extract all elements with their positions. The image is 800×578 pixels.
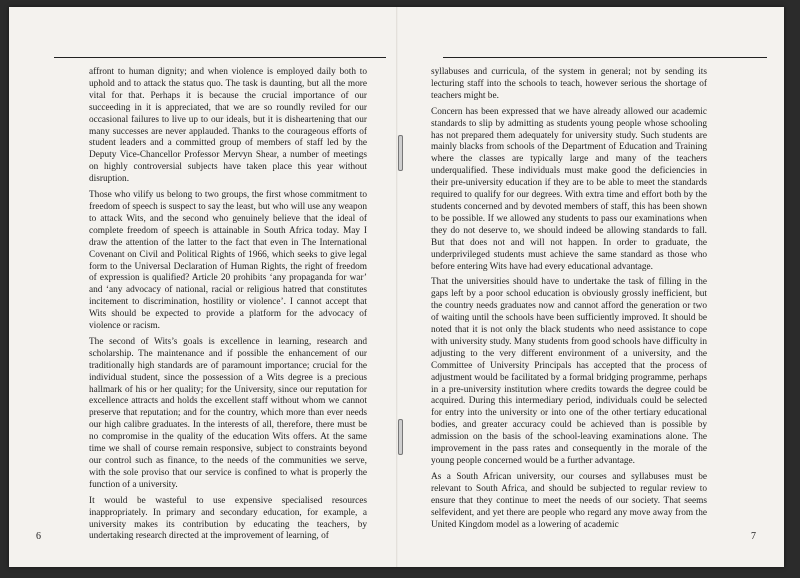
paragraph: Concern has been expressed that we have already allowed our academic standards to slip by admitting as students young people whose schooling has not prepared them adequately for university study. Such students are mainly blacks from schools of the Department of Education and Training where the classes are typically large and many of the teachers underqualified. These individuals must make good the deficiencies in their pre-university education if they are to be able to meet the standards required to qualify for our degrees. With extra time and effort both by the students concerned and by devoted members of staff, this has been shown to be possible. If we allowed any students to pass our examinations when they do not deserve to, we should indeed be allowing standards to fall. But that does not and will not happen. In order to graduate, the underprivileged students must achieve the same standard as those who before entering Wits have had every educational advantage. (431, 106, 707, 272)
booklet-spread (9, 7, 784, 567)
paragraph: That the universities should have to undertake the task of filling in the gaps left by a poor school education is obviously grossly inefficient, but the country needs graduates now and cannot afford the generation or two of waiting until the schools have been sufficiently improved. It should be noted that it is not only the black students who need assistance to cope with university study. Many students from good schools have difficulty in adjusting to the very different environment of a university, and the Committee of University Principals has accepted that the process of adjustment would be facilitated by a formal bridging programme, perhaps in a pre-university institution where credits towards the degree could be acquired. During this intermediary period, individuals could be selected for entry into the university or into one of the other tertiary educational bodies, and greater accuracy could be achieved than is possible by admission on the basis of the school-leaving examinations alone. The improvement in the pass rates and consequently in the morale of the young people concerned would be a further advantage. (431, 277, 707, 466)
page-number: 6 (36, 531, 41, 542)
right-page-text (431, 67, 707, 535)
right-page (397, 7, 784, 567)
paragraph: As a South African university, our courses and syllabuses must be relevant to South Africa, and should be subjected to regular review to ensure that they continue to meet the needs of our society. That seems selfevident, and yet there are people who regard any move away from the United Kingdom model as a lowering of academic (431, 471, 707, 530)
header-rule (54, 57, 386, 58)
paragraph: Those who vilify us belong to two groups, the first whose commitment to freedom of speech is suspect to say the least, but who will use any weapon to attack Wits, and the second who genuinely believe that the ideal of complete freedom of speech is attainable in South Africa today. May I draw the attention of the latter to the fact that even in The International Covenant on Civil and Political Rights of 1966, which seeks to give legal form to the Universal Declaration of Human Rights, the right of freedom of expression is qualified? Article 20 prohibits ‘any propaganda for war’ and ‘any advocacy of national, racial or religious hatred that constitutes incitement to discrimination, hostility or violence’. I cannot accept that Wits should be expected to provide a platform for the advocacy of violence or racism. (89, 190, 367, 332)
paragraph: affront to human dignity; and when violence is employed daily both to uphold and to attack the status quo. The task is daunting, but all the more vital for that. Perhaps it is because the crucial importance of our succeeding in it is appreciated, that we are so roundly reviled for our occasional failures to live up to our ideals, but it is disheartening that our many successes are never applauded. Thanks to the courageous efforts of student leaders and a committed group of members of staff led by the Deputy Vice-Chancellor Professor Mervyn Shear, a number of meetings on highly controversial subjects have taken place this year without disruption. (89, 67, 367, 185)
paragraph: It would be wasteful to use expensive specialised resources inappropriately. In primary and secondary education, for example, a university makes its contribution by educating the teachers, by undertaking research directed at the improvement of learning, of (89, 495, 367, 542)
left-page-text (89, 67, 367, 547)
page-number: 7 (751, 531, 756, 542)
paragraph: syllabuses and curricula, of the system in general; not by sending its lecturing staff into the schools to teach, however serious the shortage of teachers might be. (431, 67, 707, 101)
paragraph: The second of Wits’s goals is excellence in learning, research and scholarship. The maintenance and if possible the enhancement of our traditionally high standards are of paramount importance; crucial for the individual student, since the possession of a Wits degree is a precious hallmark of his or her quality; for the University, since our reputation for excellence attracts and holds the excellent staff without whom we cannot preserve that reputation; and for the country, which more than ever needs our high calibre graduates. In the interests of all, therefore, there must be no compromise in the quality of the education Wits offers. At the same time we shall of course remain responsive, subject to constraints beyond our control such as finance, to the needs of the communities we serve, with the sole proviso that our service is confined to what is properly the function of a university. (89, 336, 367, 490)
header-rule (443, 57, 767, 58)
left-page (9, 7, 399, 567)
